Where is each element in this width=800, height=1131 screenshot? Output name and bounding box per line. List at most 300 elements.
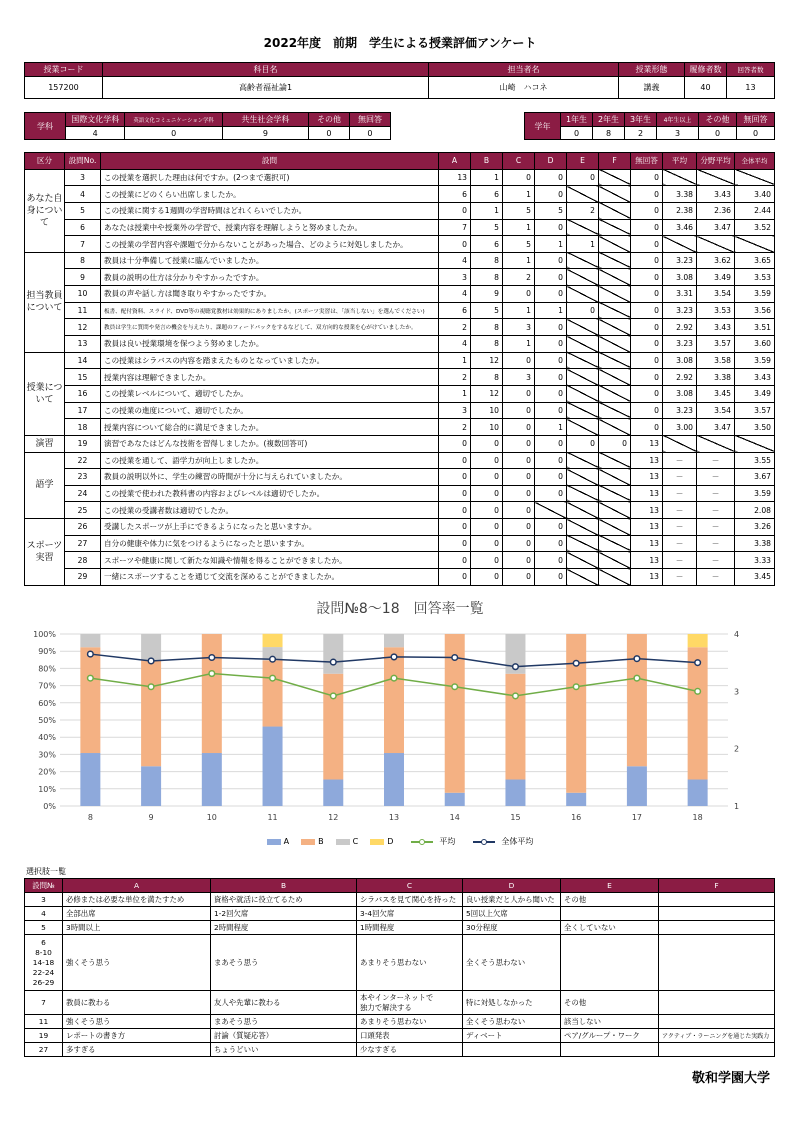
value-cell-a: 4 [439,336,471,353]
value-cell-b: 10 [471,402,503,419]
y-tick-label: 80% [38,664,56,674]
not-applicable-cell [599,502,631,519]
year-header: 無回答 [737,113,775,127]
question-row [25,336,775,353]
value-cell-d: 0 [535,186,567,203]
value-cell-b: 9 [471,286,503,303]
header-course-code: 授業コード [25,63,103,77]
dept-value: 0 [125,127,222,140]
option-d: ディベート [463,1029,561,1043]
not-applicable-cell [599,202,631,219]
value-cell-field: 3.43 [697,319,735,336]
options-column-header: 設問№ [25,879,63,893]
value-cell-field: 3.54 [697,402,735,419]
x-tick-label: 15 [510,813,521,822]
value-cell-a: 13 [439,169,471,186]
question-number: 24 [65,485,101,502]
question-row [25,485,775,502]
value-cell-c: 1 [503,219,535,236]
value-cell-d: 0 [535,352,567,369]
options-question-number: 3 [25,893,63,907]
value-cell-all: 3.53 [735,269,775,286]
value-cell-na: 13 [631,435,663,452]
legend-item [336,837,359,846]
value-cell-all: 3.45 [735,569,775,586]
question-text: あなたは授業中や授業外の学習で、授業内容を理解しようと努めましたか。 [101,219,439,236]
options-question-number: 11 [25,1015,63,1029]
value-cell-d: 0 [535,402,567,419]
bar-D [263,634,283,647]
question-text: 教員の説明の仕方は分かりやすかったですか。 [101,269,439,286]
chart-legend [0,836,800,847]
value-cell-a: 2 [439,419,471,436]
y-tick-label: 50% [38,716,56,725]
value-cell-b: 0 [471,469,503,486]
value-cell-na: 0 [631,186,663,203]
x-tick-label: 17 [631,813,643,822]
not-applicable-cell [567,252,599,269]
value-cell-b: 8 [471,252,503,269]
value-cell-na: 0 [631,219,663,236]
option-a: 強くそう思う [63,1015,211,1029]
question-row [25,452,775,469]
question-row [25,535,775,552]
options-row [25,907,775,921]
not-applicable-cell [567,269,599,286]
option-c: シラバスを見て関心を持った [357,893,463,907]
y-tick-label: 10% [38,784,56,794]
question-text: 授業内容は理解できましたか。 [101,369,439,386]
value-cell-c: 0 [503,169,535,186]
value-cell-all: 3.59 [735,485,775,502]
question-text: 教員は十分準備して授業に臨んでいましたか。 [101,252,439,269]
option-e: その他 [561,991,659,1015]
value-cell-field: 3.62 [697,252,735,269]
question-text: この授業に関する1週間の学習時間はどれくらいでしたか。 [101,202,439,219]
question-number: 8 [65,252,101,269]
bar-B [688,647,708,779]
point-平均 [573,684,579,690]
option-f [659,921,775,935]
question-text: この授業を選択した理由は何ですか。(2つまで選択可) [101,169,439,186]
question-number: 13 [65,336,101,353]
option-a: 必修または必要な単位を満たすため [63,893,211,907]
question-text: この授業の受講者数は適切でしたか。 [101,502,439,519]
not-applicable-cell [599,485,631,502]
bar-C [384,634,404,647]
option-d: 特に対処しなかった [463,991,561,1015]
year-value: 0 [699,127,737,140]
value-cell-na: 13 [631,519,663,536]
value-cell-c: 0 [503,502,535,519]
option-e: 全くしていない [561,921,659,935]
department-table [24,112,391,140]
bar-A [80,753,100,806]
option-c: 3-4回欠席 [357,907,463,921]
course-format: 講義 [619,77,685,99]
x-tick-label: 8 [87,813,93,822]
value-cell-all: 3.59 [735,352,775,369]
value-cell-c: 0 [503,452,535,469]
option-d: 全くそう思わない [463,935,561,991]
value-cell-a: 6 [439,186,471,203]
value-cell-na: 0 [631,286,663,303]
question-number: 16 [65,385,101,402]
question-number: 18 [65,419,101,436]
question-text: 一緒にスポーツすることを通じて交流を深めることができましたか。 [101,569,439,586]
question-text: 授業内容について総合的に満足できましたか。 [101,419,439,436]
value-cell-b: 0 [471,502,503,519]
point-平均 [695,689,701,695]
response-rate-chart [0,620,800,835]
year-header: その他 [699,113,737,127]
not-applicable-cell [599,219,631,236]
x-tick-label: 9 [148,813,154,822]
bar-B [505,674,525,780]
question-row [25,302,775,319]
column-header: B [471,153,503,170]
y-tick-label: 20% [38,767,56,777]
value-cell-all: 3.49 [735,385,775,402]
header-enrolled: 履修者数 [685,63,727,77]
value-cell-d: 0 [535,519,567,536]
value-cell-c: 0 [503,485,535,502]
value-cell-b: 1 [471,169,503,186]
header-respondents: 回答者数 [727,63,775,77]
options-column-header: F [659,879,775,893]
year-header: 1年生 [561,113,593,127]
column-header: 無回答 [631,153,663,170]
not-applicable-cell [567,452,599,469]
point-平均 [270,675,276,681]
point-全体平均 [452,655,458,661]
option-e: ペア/グループ・ワーク [561,1029,659,1043]
value-cell-d: 1 [535,302,567,319]
point-全体平均 [513,664,519,670]
value-cell-b: 0 [471,485,503,502]
options-row [25,1029,775,1043]
value-cell-a: 0 [439,552,471,569]
not-applicable-cell [567,569,599,586]
question-text: 演習であなたはどんな技術を習得しましたか。(複数回答可) [101,435,439,452]
point-平均 [330,693,336,699]
value-cell-d: 0 [535,435,567,452]
university-name: 敬和学園大学 [691,1071,770,1086]
not-applicable-cell [599,336,631,353]
category-label: 語学 [25,452,65,519]
value-cell-field: 3.53 [697,302,735,319]
option-f [659,1043,775,1057]
question-text: 教員の声や話し方は聞き取りやすかったですか。 [101,286,439,303]
value-cell-field: － [697,469,735,486]
dept-header: 共生社会学科 [222,113,308,127]
question-number: 4 [65,186,101,203]
value-cell-d: 5 [535,202,567,219]
value-cell-field: 3.58 [697,352,735,369]
value-cell-c: 1 [503,302,535,319]
not-applicable-cell [599,169,631,186]
value-cell-avg: 3.08 [663,269,697,286]
value-cell-na: 0 [631,319,663,336]
value-cell-e: 0 [567,169,599,186]
not-applicable-cell [697,236,735,253]
options-row [25,921,775,935]
point-全体平均 [573,660,579,666]
question-number: 28 [65,552,101,569]
value-cell-b: 0 [471,535,503,552]
bar-B [323,674,343,780]
value-cell-na: 13 [631,485,663,502]
value-cell-na: 13 [631,552,663,569]
category-label: 演習 [25,435,65,452]
dept-value: 9 [222,127,308,140]
value-cell-d: 0 [535,569,567,586]
not-applicable-cell [599,352,631,369]
bar-D [688,634,708,647]
value-cell-na: 13 [631,535,663,552]
value-cell-b: 0 [471,452,503,469]
not-applicable-cell [599,385,631,402]
year-value: 0 [737,127,775,140]
value-cell-all: 3.52 [735,219,775,236]
bar-A [384,753,404,806]
value-cell-c: 0 [503,286,535,303]
course-code: 157200 [25,77,103,99]
legend-item [267,837,289,846]
point-平均 [148,684,154,690]
legend-label: 平均 [439,837,456,846]
value-cell-d: 0 [535,452,567,469]
legend-item [301,837,324,846]
value-cell-d: 0 [535,336,567,353]
legend-swatch [336,839,350,845]
question-text: この授業を通して、語学力が向上しましたか。 [101,452,439,469]
bar-B [566,634,586,793]
point-全体平均 [148,658,154,664]
value-cell-all: 3.40 [735,186,775,203]
bar-A [202,753,222,806]
value-cell-c: 5 [503,236,535,253]
x-tick-label: 13 [388,813,400,822]
year-header: 4年生以上 [657,113,699,127]
value-cell-avg: 3.00 [663,419,697,436]
value-cell-d: 0 [535,169,567,186]
value-cell-avg: 3.23 [663,336,697,353]
bar-B [80,647,100,753]
option-b: 資格や就活に役立てるため [211,893,357,907]
option-c: あまりそう思わない [357,1015,463,1029]
value-cell-c: 1 [503,336,535,353]
not-applicable-cell [599,302,631,319]
question-text: この授業にどのくらい出席しましたか。 [101,186,439,203]
year-value: 3 [657,127,699,140]
dept-header: その他 [308,113,349,127]
question-text: 教員は良い授業環境を保つよう努めましたか。 [101,336,439,353]
value-cell-all: 3.33 [735,552,775,569]
point-平均 [513,693,519,699]
not-applicable-cell [567,219,599,236]
respondent-count: 13 [727,77,775,99]
value-cell-d: 0 [535,252,567,269]
value-cell-na: 0 [631,252,663,269]
value-cell-field: 2.36 [697,202,735,219]
value-cell-avg: － [663,569,697,586]
options-row [25,991,775,1015]
value-cell-b: 8 [471,369,503,386]
options-question-number: 6 8-10 14-18 22-24 26-29 [25,935,63,991]
x-tick-label: 18 [692,813,703,822]
value-cell-field: 3.47 [697,419,735,436]
value-cell-avg: － [663,552,697,569]
point-全体平均 [391,654,397,660]
not-applicable-cell [697,435,735,452]
not-applicable-cell [599,319,631,336]
point-平均 [634,675,640,681]
not-applicable-cell [599,569,631,586]
subject-name: 高齢者福祉論1 [103,77,429,99]
value-cell-b: 8 [471,269,503,286]
value-cell-a: 4 [439,286,471,303]
question-number: 22 [65,452,101,469]
dept-label: 学科 [25,113,66,140]
bar-C [141,634,161,660]
question-row [25,552,775,569]
column-header: A [439,153,471,170]
not-applicable-cell [567,402,599,419]
point-平均 [209,671,215,677]
category-label: 授業について [25,352,65,435]
dept-header: 英語文化コミュニケーション学科 [125,113,222,127]
question-row [25,402,775,419]
legend-label: 全体平均 [501,837,534,846]
value-cell-all: 3.55 [735,452,775,469]
question-number: 15 [65,369,101,386]
value-cell-avg: 2.38 [663,202,697,219]
value-cell-avg: 3.31 [663,286,697,303]
y-tick-label: 30% [38,750,56,760]
value-cell-b: 5 [471,219,503,236]
option-f [659,991,775,1015]
question-row [25,186,775,203]
value-cell-avg: － [663,485,697,502]
y-tick-label: 100% [33,630,56,639]
not-applicable-cell [567,336,599,353]
options-column-header: D [463,879,561,893]
question-number: 6 [65,219,101,236]
not-applicable-cell [735,169,775,186]
option-b: まあそう思う [211,1015,357,1029]
dept-value: 0 [308,127,349,140]
option-a: 教員に教わる [63,991,211,1015]
question-number: 9 [65,269,101,286]
option-a: 3時間以上 [63,921,211,935]
value-cell-na: 0 [631,202,663,219]
value-cell-c: 0 [503,402,535,419]
value-cell-na: 0 [631,385,663,402]
column-header: 設問 [101,153,439,170]
option-d: 30分程度 [463,921,561,935]
options-column-header: E [561,879,659,893]
year-value: 0 [561,127,593,140]
option-b: 討論（質疑応答） [211,1029,357,1043]
y-tick-label: 70% [38,681,56,691]
bar-A [627,766,647,806]
value-cell-d: 1 [535,236,567,253]
column-header: 設問No. [65,153,101,170]
value-cell-e: 0 [567,435,599,452]
dept-value: 4 [66,127,125,140]
y-tick-label: 60% [38,698,56,708]
dept-value: 0 [349,127,390,140]
value-cell-a: 6 [439,302,471,319]
value-cell-c: 1 [503,252,535,269]
value-cell-avg: 3.08 [663,352,697,369]
value-cell-na: 13 [631,502,663,519]
header-format: 授業形態 [619,63,685,77]
not-applicable-cell [599,269,631,286]
question-number: 23 [65,469,101,486]
value-cell-b: 6 [471,236,503,253]
value-cell-field: 3.57 [697,336,735,353]
bar-B [384,647,404,753]
value-cell-b: 8 [471,319,503,336]
option-b: ちょうどいい [211,1043,357,1057]
column-header: F [599,153,631,170]
value-cell-field: － [697,502,735,519]
bar-A [688,780,708,806]
bar-A [445,793,465,806]
not-applicable-cell [735,435,775,452]
value-cell-na: 0 [631,419,663,436]
question-number: 26 [65,519,101,536]
options-question-number: 5 [25,921,63,935]
category-label: スポーツ実習 [25,519,65,586]
not-applicable-cell [663,169,697,186]
point-全体平均 [330,659,336,665]
y2-tick-label: 2 [734,744,740,754]
options-row [25,1043,775,1057]
year-header: 2年生 [593,113,625,127]
x-tick-label: 14 [449,813,460,822]
value-cell-c: 0 [503,519,535,536]
not-applicable-cell [567,286,599,303]
legend-label: B [318,837,324,846]
option-f [659,1015,775,1029]
value-cell-a: 2 [439,319,471,336]
option-e [561,1043,659,1057]
not-applicable-cell [599,552,631,569]
options-row [25,1015,775,1029]
question-row [25,219,775,236]
value-cell-a: 0 [439,519,471,536]
question-number: 3 [65,169,101,186]
not-applicable-cell [567,352,599,369]
legend-item [467,836,533,847]
value-cell-d: 0 [535,485,567,502]
bar-B [263,660,283,726]
question-text: 教員は学生に質問や発言の機会を与えたり、課題のフィードバックをするなどして、双方向的な授業を心がけていましたか。 [101,319,439,336]
y2-tick-label: 3 [734,687,740,697]
option-e [561,907,659,921]
bar-B [202,634,222,753]
option-b: 1-2回欠席 [211,907,357,921]
question-number: 11 [65,302,101,319]
category-label: 担当教員について [25,252,65,352]
y2-tick-label: 1 [734,802,740,811]
value-cell-e: 1 [567,236,599,253]
header-teacher: 担当者名 [429,63,619,77]
point-全体平均 [270,656,276,662]
